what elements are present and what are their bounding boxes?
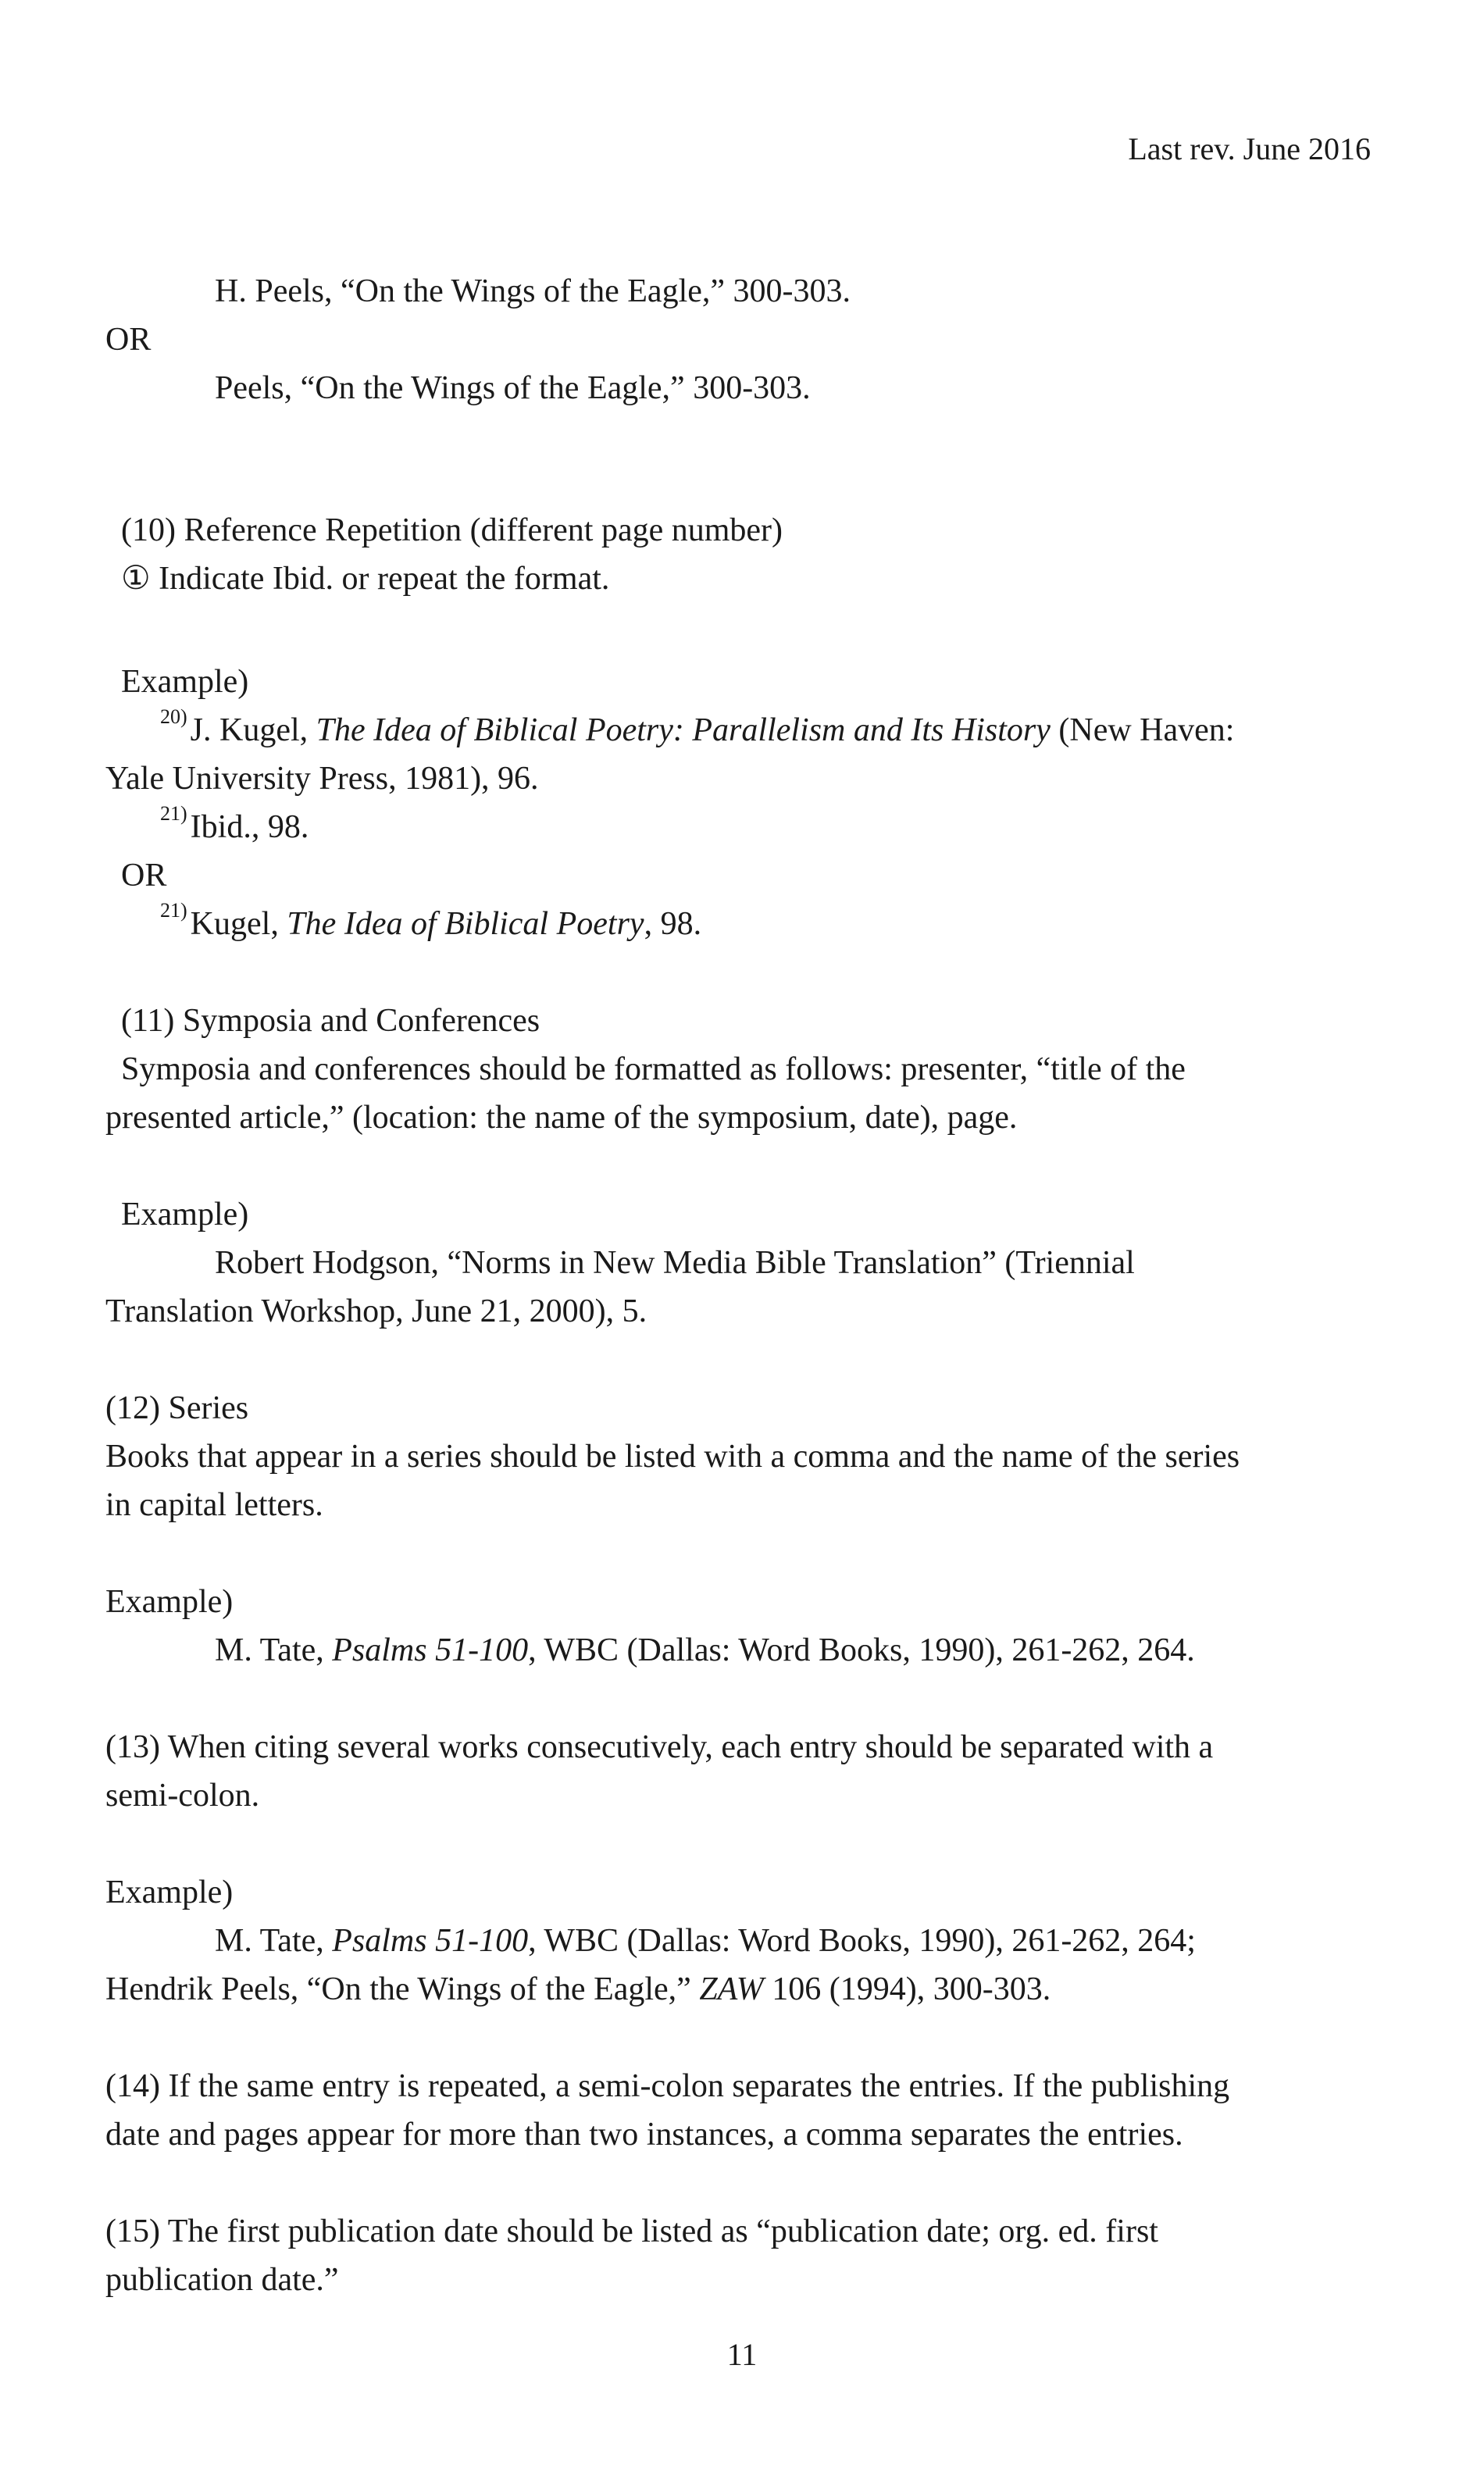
footnote-entry [160,706,1234,754]
section-heading: semi-colon. [105,1778,260,1814]
footnote-text: (New Haven: [1050,712,1235,748]
example-text [215,1917,1196,1965]
example-text-part: M. Tate, [215,1923,333,1959]
section-heading: (10) Reference Repetition (different page number) [121,512,783,548]
rule-text: ① Indicate Ibid. or repeat the format. [121,561,610,597]
book-title: Psalms 51-100 [332,1632,529,1668]
footnote-text: Ibid., 98. [190,809,309,845]
journal-title: ZAW [699,1971,764,2007]
body-text: Books that appear in a series should be listed with a comma and the name of the series [105,1439,1240,1475]
example-label: Example) [121,664,249,700]
example-label: Example) [121,1197,249,1232]
page-number: 11 [726,2337,758,2372]
section-heading: (15) The first publication date should be listed as “publication date; org. ed. first [105,2214,1158,2249]
footnote-text: J. Kugel, [190,712,316,748]
example-text-part: , WBC (Dallas: Word Books, 1990), 261-262, 264. [528,1632,1195,1668]
body-text: date and pages appear for more than two instances, a comma separates the entries. [105,2117,1183,2153]
example-text [215,1626,1195,1675]
example-text-part: M. Tate, [215,1632,333,1668]
body-text: in capital letters. [105,1487,323,1523]
section-heading: (12) Series [105,1390,249,1426]
footnote-entry [160,803,309,851]
section-heading: (11) Symposia and Conferences [121,1003,540,1039]
footnote-text: Kugel, [190,906,287,942]
example-text-part: Hendrik Peels, “On the Wings of the Eagle,” [105,1971,700,2007]
example-text-part: 106 (1994), 300-303. [763,1971,1051,2007]
footnote-text: , 98. [644,906,702,942]
footnote-number: 21) [160,899,187,922]
example-text: Translation Workshop, June 21, 2000), 5. [105,1293,647,1329]
or-separator: OR [121,858,167,894]
example-text [105,1965,1051,2014]
citation-line: H. Peels, “On the Wings of the Eagle,” 300-303. [215,273,851,309]
example-text-part: , WBC (Dallas: Word Books, 1990), 261-262, 264; [528,1923,1196,1959]
example-label: Example) [105,1875,234,1910]
footnote-entry [160,900,701,948]
body-text: Symposia and conferences should be formatted as follows: presenter, “title of the [121,1051,1186,1087]
book-title: The Idea of Biblical Poetry: Parallelism and Its History [316,712,1051,748]
section-heading: (14) If the same entry is repeated, a semi-colon separates the entries. If the publishing [105,2068,1230,2104]
section-heading: (13) When citing several works consecutively, each entry should be separated with a [105,1729,1214,1765]
citation-line: Peels, “On the Wings of the Eagle,” 300-303. [215,370,811,406]
example-text: Robert Hodgson, “Norms in New Media Bible Translation” (Triennial [215,1245,1135,1281]
body-text: publication date.” [105,2262,339,2298]
body-text: presented article,” (location: the name of the symposium, date), page. [105,1100,1018,1136]
footnote-number: 21) [160,802,187,825]
revision-header: Last rev. June 2016 [1128,131,1371,166]
footnote-continuation: Yale University Press, 1981), 96. [105,761,539,797]
footnote-number: 20) [160,705,187,728]
or-separator: OR [105,322,152,358]
book-title: The Idea of Biblical Poetry [287,906,644,942]
example-label: Example) [105,1584,234,1620]
book-title: Psalms 51-100 [332,1923,529,1959]
